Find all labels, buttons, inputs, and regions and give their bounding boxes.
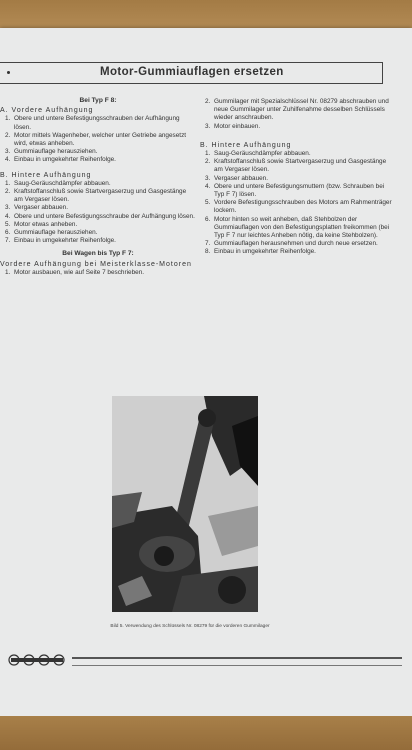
section-meister-heading: Vordere Aufhängung bei Meisterklasse-Motoren xyxy=(0,260,192,268)
item-text: Vordere Befestigungsschrauben des Motors am Rahmenträger lockern. xyxy=(214,199,392,215)
item-number: 3. xyxy=(5,204,11,212)
item-text: Saug-Geräuschdämpfer abbauen. xyxy=(214,150,311,158)
list-item xyxy=(200,240,396,248)
item-number: 8. xyxy=(205,248,211,256)
footer-rule xyxy=(72,657,402,666)
right-column xyxy=(200,98,396,257)
item-number: 7. xyxy=(205,240,211,248)
list-item xyxy=(200,199,396,215)
bullet-dot xyxy=(7,71,10,74)
item-number: 1. xyxy=(5,268,11,276)
typ-f7-heading: Bei Wagen bis Typ F 7: xyxy=(62,250,134,258)
item-number: 2. xyxy=(5,188,11,196)
list-item xyxy=(200,150,396,158)
list-item xyxy=(0,269,196,277)
list-item xyxy=(200,183,396,199)
title-box xyxy=(0,62,383,84)
item-text: Einbau in umgekehrter Reihenfolge. xyxy=(214,248,316,256)
item-number: 5. xyxy=(205,199,211,207)
item-text: Vergaser abbauen. xyxy=(214,174,269,182)
auto-union-logo xyxy=(6,654,68,666)
item-text: Gummiauflagen herausnehmen und durch neue ersetzen. xyxy=(214,240,378,248)
list-item xyxy=(0,115,196,131)
item-number: 4. xyxy=(5,212,11,220)
item-text: Obere und untere Befestigungsschraube der Aufhängung lösen. xyxy=(14,212,195,220)
item-number: 7. xyxy=(5,237,11,245)
item-text: Obere und untere Befestigungsmuttern (bzw. Schrauben bei Typ F 7) lösen. xyxy=(214,182,385,199)
wrench-engine-photo xyxy=(112,396,258,612)
item-number: 5. xyxy=(5,220,11,228)
item-text: Saug-Geräuschdämpfer abbauen. xyxy=(14,179,111,187)
section-b-list xyxy=(0,180,196,246)
list-item xyxy=(200,158,396,174)
item-text: Motor mittels Wagenheber, welcher unter Getriebe angesetzt wird, etwas anheben. xyxy=(14,131,187,148)
item-number: 3. xyxy=(205,122,211,130)
list-item xyxy=(200,216,396,241)
item-text: Motor einbauen. xyxy=(214,122,261,130)
item-text: Einbau in umgekehrter Reihenfolge. xyxy=(14,156,116,164)
list-item xyxy=(200,248,396,256)
item-text: Vergaser abbauen. xyxy=(14,204,69,212)
list-item xyxy=(0,229,196,237)
list-item xyxy=(200,123,396,131)
item-number: 3. xyxy=(5,148,11,156)
item-text: Kraftstoffanschluß sowie Startvergaserzug und Gasgestänge am Vergaser lösen. xyxy=(14,188,187,204)
item-text: Gummilager mit Spezialschlüssel Nr. 08279 abschrauben und neue Gummilager unter Zuhilfenahme desselben Schlüssels wieder anschrauben. xyxy=(214,98,389,122)
section-a-list xyxy=(0,115,196,164)
right-section-b-heading: B. Hintere Aufhängung xyxy=(200,141,292,149)
list-item xyxy=(0,237,196,245)
item-number: 4. xyxy=(205,182,211,190)
item-text: Einbau in umgekehrter Reihenfolge. xyxy=(14,237,116,245)
item-number: 6. xyxy=(5,229,11,237)
list-item xyxy=(0,188,196,204)
list-item xyxy=(200,98,396,123)
figure-caption: Bild 5. Verwendung des Schlüssels Nr. 08279 für die vorderen Gummilager xyxy=(110,624,270,629)
page-title: Motor-Gummiauflagen ersetzen xyxy=(100,66,284,78)
item-text: Obere und untere Befestigungsschrauben der Aufhängung lösen. xyxy=(14,115,180,131)
list-item xyxy=(0,148,196,156)
item-text: Gummiauflage herausziehen. xyxy=(14,229,98,237)
item-text: Motor etwas anheben. xyxy=(14,220,78,228)
item-number: 2. xyxy=(205,98,211,105)
item-number: 1. xyxy=(205,150,211,158)
item-text: Motor hinten so weit anheben, daß Stehbolzen der Gummiauflagen von den Befestigungsplatten freikommen (bei Typ F 7 nur leichtes Anheben nötig, da keine Stehbolzen). xyxy=(214,215,390,240)
section-meister-list xyxy=(0,269,196,277)
list-item xyxy=(0,156,196,164)
workshop-photo xyxy=(112,396,258,612)
typ-f8-heading: Bei Typ F 8: xyxy=(79,97,117,104)
item-number: 2. xyxy=(5,131,11,139)
list-item xyxy=(0,132,196,148)
item-text: Kraftstoffanschluß sowie Startvergaserzug und Gasgestänge am Vergaser lösen. xyxy=(214,158,387,174)
list-item xyxy=(200,175,396,183)
document-page xyxy=(0,28,412,720)
item-text: Gummiauflage herausziehen. xyxy=(14,148,98,156)
item-number: 4. xyxy=(5,156,11,164)
section-a-heading: A. Vordere Aufhängung xyxy=(0,107,94,115)
item-number: 3. xyxy=(205,174,211,182)
item-number: 6. xyxy=(205,215,211,223)
item-number: 1. xyxy=(5,179,11,187)
item-number: 1. xyxy=(5,115,11,123)
right-top-list xyxy=(200,98,396,131)
item-number: 2. xyxy=(205,158,211,166)
background-wood-bottom xyxy=(0,716,412,750)
list-item xyxy=(0,204,196,212)
list-item xyxy=(0,180,196,188)
right-section-b-list xyxy=(200,150,396,257)
list-item xyxy=(0,213,196,221)
left-column xyxy=(0,97,196,277)
section-b-heading: B. Hintere Aufhängung xyxy=(0,171,92,179)
item-text: Motor ausbauen, wie auf Seite 7 beschrieben. xyxy=(14,268,145,276)
list-item xyxy=(0,221,196,229)
